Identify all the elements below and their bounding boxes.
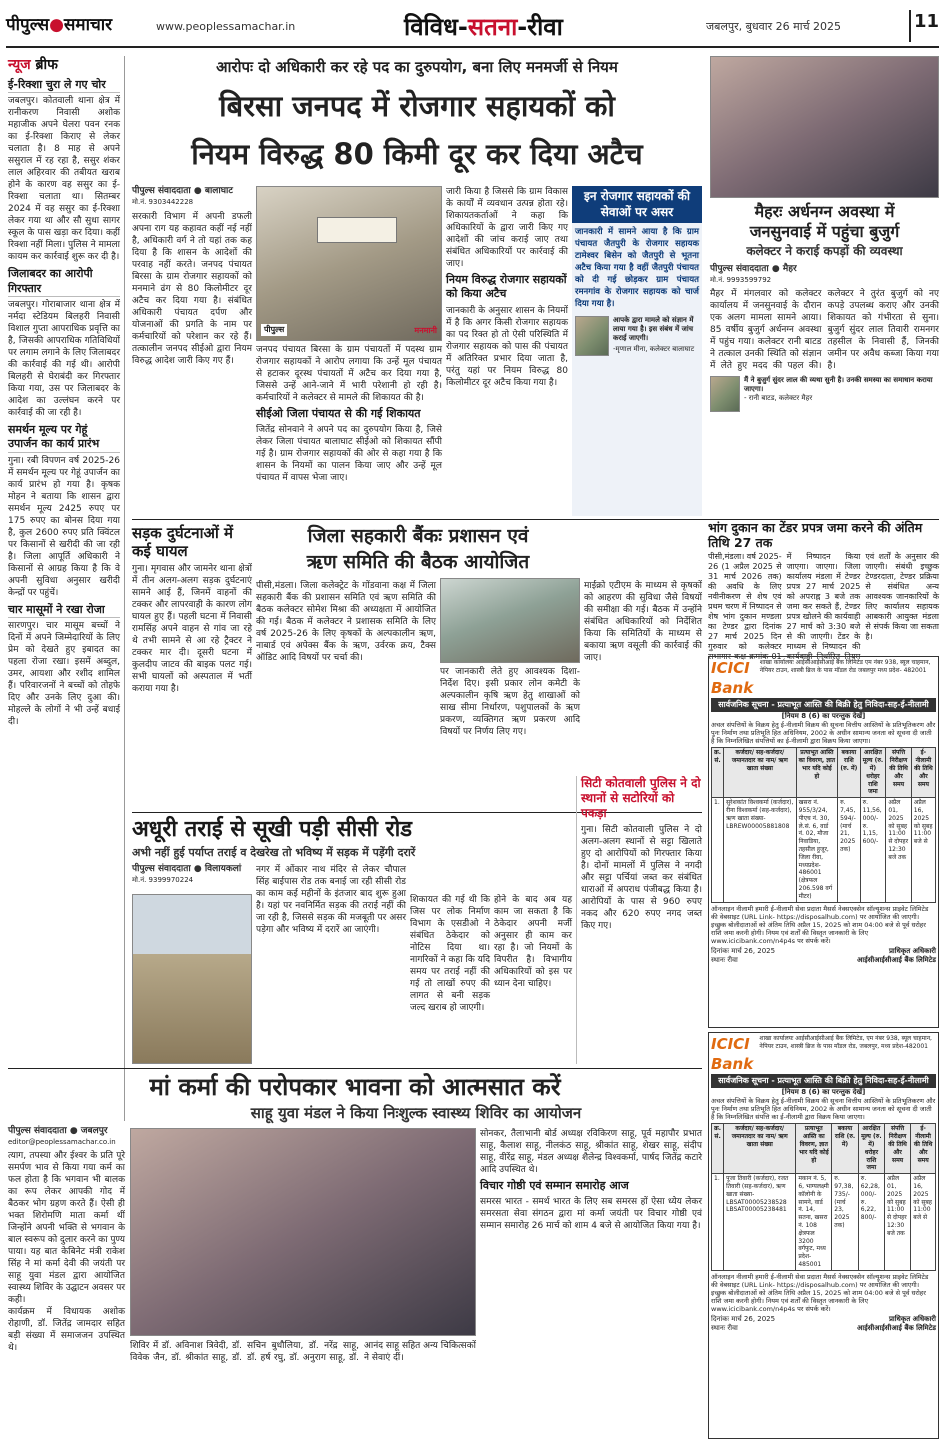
karma-email[interactable]: editor@peoplessamachar.co.in: [8, 1137, 116, 1146]
karma-subhead-2: विचार गोष्ठी एवं सम्मान समारोह आज: [480, 1179, 629, 1192]
brief-body: गुना। रबी विपणन वर्ष 2025-26 में समर्थन मूल्य पर गेहूं उपार्जन का कार्य प्रारंभ हो गया है। कृषक मोहन ने बताया कि शासन द्वारा समर्थन मूल्य 2425 रुपए पर 175 रुपए का बोनस दिया गया है, कुल 2600 रुपए प्रति क्विंटल पर किसानों से खरीदी की जा रही है। जिला आपूर्ति अधिकारी ने किसानों से आग्रह किया है कि वे अपनी सुविधा अनुसार खरीदी केन्द्रों पर पहुंचें।: [8, 455, 120, 598]
bank-body-2: पर जानकारी लेते हुए आवश्यक दिशा-निर्देश दिए। इसी प्रकार लोन कमेटी के अल्पकालीन कृषि ऋण हेतु शाखाओं को साख सीमा निर्धारण, पशुपालकों के ऋण प्रकरण, व्यक्तिगत ऋण प्रकरण आदि विषयों पर निर्णय लिए गए।: [440, 667, 580, 737]
notice-rule: [नियम 8 (6) का परन्तुक देखें]: [781, 1088, 866, 1097]
lead-quote-by: -मृणाल मीना, कलेक्टर बालाघाट: [613, 345, 695, 354]
brief-headline: ई-रिक्शा चुरा ले गए चोर: [8, 78, 120, 93]
road-byline: पीपुल्स संवाददाता ● विलायकलां: [132, 864, 242, 874]
section-title: [404, 12, 563, 43]
lead-sidebox: [572, 186, 702, 516]
brief-tag-b: ब्रीफ: [30, 57, 58, 73]
brief-body: जबलपुर। गोराबाजार थाना क्षेत्र में नर्मदा स्टेडियम बिलहरी निवासी विशाल गुप्ता आपराधिक प्रवृत्ति का है, जिसकी आपराधिक गतिविधियों पर लगाम लगाने के लिए जिलाबदर की कार्रवाई की गई थी। आरोपी बिलहरी से घेराबंदी कर गिरफ्तार किया गया, उस पर जिलाबदर के आदेश का उल्लंघन करने पर कार्रवाई की जा रही है।: [8, 300, 120, 419]
liquor-body-1: पीसी,मंडला। वर्ष 2025-26 (1 अप्रैल 2025 से 31 मार्च 2026 तक) की अवधि के लिए नवीनीकरण से शेष एवं प्रथम चरण में निष्पादन से शेष भांग दुकान मण्डला का टेण्डर द्वारा दिनांक 27 मार्च 2025 दिन गुरुवार को कलेक्टर सभागार कक्ष क्रमांक 01 में निष्पादन किया जाएगा।: [708, 552, 861, 661]
maihar-body: मैहर में मंगलवार को कलेक्टर कार्यालय में जनसुनवाई के दौरान एक अलग मामला सामने आया। 85 वर्षीय बुजुर्ग अर्धनग्न अवस्था में पहुंच गया। कलेक्टर रानी बाटड ने तत्काल उनकी स्थिति को संज्ञान में लेते हुए मदद की पहल की। कलेक्टर ने तुरंत बुजुर्ग को नए कपड़े उपलब्ध कराए और उनकी शिकायत को गंभीरता से सुना। बुजुर्ग सुंदर लाल तिवारी रामनगर तहसील के निवासी हैं, जिनकी जमीन पर अवैध कब्जा किया गया है।: [710, 288, 939, 371]
lead-quote: आपके द्वारा मामले को संज्ञान में लाया गया है। इस संबंध में जांच कराई जाएगी।: [613, 316, 694, 343]
table-cell: खसरा नं. 955/3/24, पीएच नं. 30, ले.सं. 6, वार्ड नं. 02, मौजा निवाडिया, तहसील हुजूर, जिला रीवा, मध्यप्रदेश- 486001 (क्षेत्रफल 206.598 वर्ग मीटर): [796, 798, 837, 902]
karma-subhead: साहू युवा मंडल ने किया निःशुल्क स्वास्थ्य शिविर का आयोजन: [250, 1104, 582, 1122]
issue-date: जबलपुर, बुधवार 26 मार्च 2025: [706, 20, 842, 33]
divider: [8, 1068, 702, 1069]
photo-tag: मनमानी: [414, 325, 437, 335]
table-header: संपत्ति निरीक्षण की तिथि और समय: [886, 748, 911, 798]
karma-caption-block: [130, 1340, 476, 1439]
liquor-body-block: [708, 552, 939, 661]
notice-place: स्थानः रीवा: [711, 1323, 738, 1332]
bank-body-block-3: [584, 580, 702, 770]
newspaper-logo: [6, 14, 112, 36]
news-brief-column: [8, 56, 125, 1121]
lead-column-2: [256, 344, 442, 516]
maihar-quote-by: - रानी बाटड, कलेक्टर मैहर: [744, 393, 813, 402]
road-body-block-2: [410, 894, 490, 1064]
lead-body-2: जनपद पंचायत बिरसा के ग्राम पंचायतों में पदस्थ ग्राम रोजगार सहायकों ने आरोप लगाया कि उन्हें मूल पंचायत से हटाकर दूरस्थ पंचायतों में अटैच कर दिया गया है, जिससे उन्हें आने-जाने में भारी परेशानी हो रही है। कर्मचारियों ने कलेक्टर से मामले की शिकायत की है।: [256, 345, 442, 403]
karma-body-1: त्याग, तपस्या और ईश्वर के प्रति पूरे समर्पण भाव से किया गया कर्म का फल होता है कि भगवान भी बालक का रूप लेकर आपकी गोद में बैठकर भोग ग्रहण करते हैं। ऐसी ही भक्त शिरोमणि माता कर्मा थीं जिन्होंने अपनी भक्ति से भगवान के बाल स्वरूप को दुलार करने का पुण्य पाया। यह बात केबिनेट मंत्री राकेश सिंह ने मां कर्मा देवी की जयंती पर साहू युवा मंडल द्वारा आयोजित स्वास्थ्य शिविर के उद्घाटन अवसर पर कही।: [8, 1150, 125, 1305]
notice-place: स्थानः रीवा: [711, 955, 738, 964]
bank-body-block-2: [440, 666, 580, 808]
bank-body-block-1: [256, 580, 436, 808]
table-cell: रु. 97,38, 735/- (मार्च 23, 2025 तक): [832, 1174, 859, 1271]
road-byline-block: [132, 864, 262, 885]
karma-event-photo: [130, 1128, 476, 1336]
lead-headline-line-1: बिरसा जनपद में रोजगार सहायकों को: [219, 89, 615, 123]
karma-headline: मां कर्मा की परोपकार भावना को आत्मसात करें: [149, 1073, 561, 1101]
maihar-photo: [710, 56, 939, 198]
lead-body-5: जानकारी के अनुसार शासन के नियमों में है कि अगर किसी रोजगार सहायक का पद रिक्त हो तो ऐसी परिस्थिति में रोजगार सहायक को पास की पंचायत में अतिरिक्त प्रभार दिया जाता है, परंतु यहां पर नियम विरुद्ध 80 किलोमीटर दूर अटैच किया गया है।: [446, 305, 568, 388]
karma-right-col: [480, 1128, 702, 1439]
road-body-2: शिकायत की गई थी कि जिस पर लोक निर्माण विभाग के एसडीओ ने संबंधित ठेकेदार को नोटिस दिया था। नागरिकों ने कहा कि यदि समय पर तराई नहीं की गई तो लाखों रुपए की लागत से बनी सड़क जल्द खराब हो जाएगी।: [410, 895, 490, 1013]
bank-body-3: माईक्रो एटीएम के माध्यम से कृषकों को आहरण की सुविधा जैसे विषयों की समीक्षा की गई। बैठक में उन्होंने संबंधित अधिकारियों को निर्देशित किया कि समितियों के माध्यम से बकाया ऋण वसूली की कार्रवाई की जाए।: [584, 581, 702, 663]
table-cell: 1.: [712, 798, 724, 902]
liquor-body-2: जाएगा। जिला कार्यालय मंडला में टेण्डर प्रपत्र 27 मार्च 2025 को अपराह्न 3 बजे तक जमा कर सकते हैं, टेण्डर प्रपत्र खोलने की कार्यवाही 27 मार्च को 3:30 बजे से की जाएगी। टेंडर के माध्यम से निष्पादन की कार्यवाही निर्धारित नियम एवं शर्तों के अनुसार की जाएगी।: [786, 552, 939, 661]
lead-box-headline: इन रोजगार सहायकों की सेवाओं पर असर: [572, 186, 702, 223]
maihar-byline: पीपुल्स संवाददाता ● मैहर: [710, 264, 797, 274]
brief-body: जबलपुर। कोतवाली थाना क्षेत्र में रानीकरण निवासी अशोक महाजीक अपने घेलरा पवन रनक का ई-रिक्शा किराए से लेकर चलाता है। 8 माह से अपने ससुराल में रह रहा है, ससुर शंकर लाल अहिरवार की तबीयत खराब होने के कारण वह ससुर का ई-रिक्शा चलाता था। सितम्बर 2024 में वह ससुर का ई-रिक्शा लेकर गया था और सौ सुधा सागर स्कूल के पास खड़ा कर दिया। कहीं रिक्शा नहीं मिला। पुलिस ने मामला कायम कर कार्रवाई शुरू कर दी है।: [8, 96, 120, 263]
brief-headline: जिलाबदर का आरोपी गिरफ्तार: [8, 267, 120, 297]
notice-intro: अचल संपत्तियों के विक्रय हेतु ई-नीलामी विक्रय की सूचना वित्तीय आस्तियों के प्रतिभूतिकरण और पुनः निर्माण तथा प्रतिभूति हित अधिनियम, 2002 के अधीन सामान्य जनता को सूचना दी जाती है कि निम्नलिखित संपत्तियों का ई-नीलामी द्वारा विक्रय किया जाएगा।: [711, 721, 936, 746]
table-header: बकाया राशि (रु. में): [832, 1124, 859, 1174]
road-headline: अधूरी तराई से सूखी पड़ी सीसी रोड: [132, 817, 413, 842]
road-subhead: अभी नहीं हुई पर्याप्त तराई व देखरेख तो भविष्य में सड़क में पड़ेंगी दरारें: [132, 846, 416, 859]
maihar-collector-portrait: [710, 376, 740, 412]
lead-byline: पीपुल्स संवाददाता ● बालाघाट: [132, 186, 233, 196]
lead-kicker: आरोपः दो अधिकारी कर रहे पद का दुरुपयोग, बना लिए मनमर्जी से नियम: [216, 58, 618, 76]
road-body-1: नगर में ओंकार नाथ मंदिर से लेकर चौपाल सिंह बाईपास रोड तक बनाई जा रही सीसी रोड का काम कई महीनों के इंतजार बाद शुरू हुआ है। यहां पर नवनिर्मित सड़क की तराई नहीं की जा रही है, जिससे सड़क की मजबूती पर असर पड़ेगा और भविष्य में दरारें आ जाएंगी।: [256, 865, 406, 935]
table-header: संपत्ति निरीक्षण की तिथि और समय: [884, 1124, 910, 1174]
table-header: प्रत्याभूत आस्ति का विवरण, ज्ञात भार यदि कोई हो: [796, 748, 837, 798]
brief-body: सारणपुर। चार मासूम बच्चों ने दिनों में अपने जिम्मेदारियों के लिए प्रेम को देखते हुए इबादत का पहला रोजा रखा। इसमें अब्दुल, उमर, आयशा और रशीद शामिल हैं। परिवारजनों ने बच्चों को तोहफे दिए और उनके लिए दुआ की। मोहल्ले के लोगों ने भी उन्हें बधाई दी।: [8, 620, 120, 727]
news-brief-tag: [8, 56, 120, 74]
maihar-quote-block: [710, 376, 939, 412]
bank-meeting-photo: [440, 578, 580, 663]
table-cell: पूजा तिवारी (कर्जदार), रजत तिवारी (सह-कर्जदार), ऋण खाता संख्या- LBSAT00005238528 LBSAT00005238481: [724, 1174, 796, 1271]
table-cell: अप्रैल 16, 2025 को सुबह 11:00 बजे से: [911, 1174, 936, 1271]
section-title-b: सतना: [467, 13, 518, 41]
photo-sign: पीपुल्स: [261, 324, 287, 336]
maihar-mobile: मो.नं. 9993599792: [710, 275, 772, 284]
police-story: [576, 776, 702, 1064]
lead-byline-block: [132, 186, 252, 516]
panchayat-office-photo: [256, 186, 442, 341]
lead-quote-block: [572, 313, 702, 359]
road-body-block-3: [494, 894, 572, 1064]
table-header: आरक्षित मूल्य (रु. में) धरोहर राशि जमा: [858, 1124, 884, 1174]
notice-office: शाखा कार्यालयः आईसीआईसीआई बैंक लिमिटेड एम नंबर 938, ब्यूल चाहमान, नेपियर टाउन, शास्त्री ब्रिज के पास मॉडल रोड जबलपुर मध्य प्रदेश- 482001: [759, 659, 931, 674]
lead-body-3: जितेंद्र सोनवाने ने अपने पद का दुरुपयोग किया है, जिसे लेकर जिला पंचायत बालाघाट सीईओ को शिकायत सौंपी गई है। ग्राम रोजगार सहायकों की ओर से कहा गया है कि शासन के नियमों का पालन किया जाए और उन्हें मूल पंचायत में वापस भेजा जाए।: [256, 425, 442, 484]
notice-table: [711, 747, 936, 902]
accident-story: [132, 524, 252, 808]
table-row: [712, 798, 936, 902]
table-cell: अप्रैल 01, 2025 को सुबह 11:00 से दोपहर 12:30 बजे तक: [886, 798, 911, 902]
notice-rule: [नियम 8 (6) का परन्तुक देखें]: [781, 712, 866, 721]
notice-sign: प्राधिकृत अधिकारी आईसीआईसीआई बैंक लिमिटेड: [857, 1314, 936, 1332]
notice-table: [711, 1123, 936, 1270]
maihar-headline-2: जनसुनवाई में पहुंचा बुजुर्ग: [749, 222, 900, 241]
table-cell: अप्रैल 16, 2025 को सुबह 11:00 बजे से: [911, 798, 935, 902]
table-cell: अप्रैल 01, 2025 को सुबह 11:00 से दोपहर 12:30 बजे तक: [884, 1174, 910, 1271]
notice-intro: अचल संपत्तियों के विक्रय हेतु ई-नीलामी विक्रय की सूचना वित्तीय आस्तियों के प्रतिभूतिकरण और पुनः निर्माण तथा प्रतिभूति हित अधिनियम, 2002 के अधीन सामान्य जनता को सूचना दी जाती है कि निम्नलिखित संपत्ति का ई-नीलामी द्वारा विक्रय किया जाएगा।: [711, 1097, 936, 1122]
table-header: ई-नीलामी की तिथि और समय: [911, 1124, 936, 1174]
maihar-quote: मैं ने बुजुर्ग सुंदर लाल की व्यथा सुनी है। उनकी समस्या का समाधान कराया जाएगा।: [744, 375, 933, 393]
karma-byline: पीपुल्स संवाददाता ● जबलपुर: [8, 1126, 108, 1136]
table-row: [712, 1174, 936, 1271]
table-header: क्र. सं.: [712, 748, 724, 798]
road-mobile: मो.नं. 9399970224: [132, 875, 194, 884]
table-cell: रु. 62,28, 000/- रु. 6,22, 800/-: [858, 1174, 884, 1271]
notice-office: शाखा कार्यालयः आईसीआईसीआई बैंक लिमिटेड, एम नंबर 938, ब्यूल चाहमान, नेपियर टाउन, शास्त्री ब्रिज के पास मॉडल रोड, जबलपुर, मध्य प्रदेश-482001: [759, 1035, 932, 1050]
table-header: ई-नीलामी की तिथि और समय: [911, 748, 935, 798]
section-title-c: -रीवा: [517, 13, 563, 41]
road-body-3: होने के बाद अब यह काम जा सकता है कि ठेकेदार अपनी मर्जी अनुसार ही काम कर रहा है। जो नियमों के विपरीत है। विभागीय अधिकारियों को इस पर ध्यान देना चाहिए।: [494, 895, 572, 989]
logo-dot: ●: [49, 15, 64, 35]
liquor-headline: भांग दुकान का टेंडर प्रपत्र जमा करने की अंतिम तिथि 27 तक: [708, 520, 923, 550]
police-body: गुना। सिटी कोतवाली पुलिस ने दो अलग-अलग स्थानों से सट्टा खिलाते हुए दो आरोपियों को गिरफ्तार किया है। दोनों मामलों में पुलिस ने नगदी और सट्टा पर्चियां जब्त कर संबंधित धाराओं में अपराध पंजीबद्ध किया है। आरोपियों के पास से 960 रुपए नकद और 620 रुपए नगद जब्त किए गए।: [581, 825, 702, 931]
lead-subhead: सीईओ जिला पंचायत से की गई शिकायत: [256, 407, 421, 420]
brief-tag-a: न्यूज: [8, 57, 31, 73]
road-photo: [132, 894, 252, 1064]
lead-subhead-2: नियम विरुद्ध रोजगार सहायकों को किया अटैच: [446, 273, 567, 301]
notice-title: सार्वजनिक सूचना - प्रत्याभूत आस्ति की बिक्री हेतु निविदा-सह-ई-नीलामी: [711, 698, 936, 712]
table-header: क्र. सं.: [712, 1124, 724, 1174]
bank-body-1: पीसी,मंडला। जिला कलेक्ट्रेट के गोंडवाना कक्ष में जिला सहकारी बैंक की प्रशासन समिति एवं ऋण समिति की बैठक कलेक्टर सोमेश मिश्रा की अध्यक्षता में आयोजित की गई। बैठक में कलेक्टर ने प्रशासक समिति के लिए वर्ष 2025-26 के लिए कृषकों के अल्पकालीन ऋण, नाबार्ड एवं अपेक्स बैंक के ऋण, उर्वरक क्रय, टैक्स ऑडिट आदि विषयों पर चर्चा की।: [256, 581, 436, 663]
table-header: आरक्षित मूल्य (रु. में) धरोहर राशि जमा: [860, 748, 886, 798]
karma-body-4: समरस भारत - समर्थ भारत के लिए सब समरस हों ऐसा ध्येय लेकर समरसता सेवा संगठन द्वारा मां कर्मा जयंती पर विचार गोष्ठी एवं सम्मान समारोह 26 मार्च को शाम 4 बजे से आयोजित किया गया है।: [480, 1197, 702, 1232]
lead-column-3: [446, 186, 568, 516]
website-url[interactable]: www.peoplessamachar.in: [156, 20, 296, 33]
notice-header: [711, 1035, 936, 1074]
bank-headline-1: जिला सहकारी बैंकः प्रशासन एवं: [307, 525, 529, 547]
brief-headline: समर्थन मूल्य पर गेहूं उपार्जन का कार्य प्रारंभ: [8, 423, 120, 453]
liquor-body: [708, 552, 939, 662]
maihar-headline-1: मैहरः अर्धनग्न अवस्था में: [754, 202, 895, 221]
page-number: 11: [909, 10, 939, 42]
icici-logo: ICICI Bank: [711, 1035, 754, 1073]
notice-header: [711, 659, 936, 698]
table-cell: 1.: [712, 1174, 724, 1271]
section-title-a: विविध-: [404, 13, 468, 41]
collector-portrait: [575, 316, 609, 356]
notice-body: ऑनलाइन नीलामी हमारी ई-नीलामी सेवा प्रदाता मैसर्स नेक्सएक्सेन सॉल्यूशन्स प्राइवेट लिमिटेड की वेबसाइट (URL Link- https://disposalhub.com) पर आयोजित की जाएगी। इच्छुक बोलीदाताओं को अंतिम तिथि अप्रैल 15, 2025 को शाम 04:00 बजे से पूर्व धरोहर राशि जमा करनी होगी। नियम एवं शर्तों की विस्तृत जानकारी के लिए www.icicibank.com/n4p4s पर संपर्क करें।: [711, 904, 929, 945]
table-cell: रु. 11,56, 000/- रु. 1,15, 600/-: [860, 798, 886, 902]
notice-sign: प्राधिकृत अधिकारी आईसीआईसीआई बैंक लिमिटेड: [857, 946, 936, 964]
maihar-subhead: कलेक्टर ने कराई कपड़ों की व्यवस्था: [746, 244, 903, 258]
table-header-row: [712, 1124, 936, 1174]
brief-headline: चार मासूमों ने रखा रोजा: [8, 603, 120, 618]
karma-body-2: कार्यक्रम में विधायक अशोक रोहाणी, डॉ. जितेंद्र जामदार सहित बड़ी संख्या में समाजजन उपस्थित थे।: [8, 1306, 125, 1353]
table-header: बकाया राशि (रु. में): [838, 748, 861, 798]
masthead: [6, 8, 939, 48]
accident-body: गुना। मृगवास और जामनेर थाना क्षेत्रों में तीन अलग-अलग सड़क दुर्घटनाएं सामने आई हैं, जिनमें वाहनों की टक्कर और लापरवाही के कारण लोग घायल हुए हैं। पहली घटना में निवासी रामसिंह अपने वाहन से गांव जा रहे थे तभी सामने से आ रहे ट्रैक्टर ने टक्कर मार दी। दूसरी घटना में कुलदीप जाटव की बाइक पलट गई। सभी घायलों को अस्पताल में भर्ती कराया गया है।: [132, 564, 252, 694]
notice-footer: [711, 947, 936, 965]
icici-notice-2: [708, 1032, 939, 1439]
karma-left-col: [8, 1126, 125, 1439]
table-header: प्रत्याभूत आस्ति का विवरण, ज्ञात भार यदि कोई हो: [796, 1124, 832, 1174]
notice-title: सार्वजनिक सूचना - प्रत्याभूत आस्ति की बिक्री हेतु निविदा-सह-ई-नीलामी: [711, 1074, 936, 1088]
notice-date: दिनांकः मार्च 26, 2025: [711, 1314, 776, 1323]
notice-footer: [711, 1315, 936, 1333]
lead-mobile: मो.नं. 9303442228: [132, 197, 194, 206]
logo-text-a: पीपुल्स: [6, 15, 50, 35]
icici-notice-1: [708, 656, 939, 1028]
table-header: कर्जदार/ सह-कर्जदार/ जमानतदार का नाम/ ऋण खाता संख्या: [724, 748, 797, 798]
logo-text-b: समाचार: [63, 15, 113, 35]
table-cell: मकान नं. 5, 6, भाग्यलक्ष्मी कॉलोनी के सामने, वार्ड नं. 14, सतना, खसरा नं. 108 क्षेत्रफल 3200 वर्गफुट, मध्य प्रदेश- 485001: [796, 1174, 832, 1271]
police-headline: सिटी कोतवाली पुलिस ने दो स्थानों से सटोरियों को पकड़ा: [581, 776, 701, 820]
lead-body-1: सरकारी विभाग में अपनी डफली अपना राग यह कहावत कहीं नई नहीं है, अधिकारी वर्ग ने तो यहां तक कह दिया है कि शासन के आदेशों की परवाह नहीं करते। जनपद पंचायत बिरसा के ग्राम रोजगार सहायकों को मनमाने ढंग से 80 किलोमीटर दूर अटैच कर दिया गया है। संबंधित अधिकारी पंचायत दर्पण और योजनाओं की प्रगति के नाम पर कर्मचारियों को परेशान कर रहे हैं। तत्कालीन जनपद सीईओ द्वारा नियम विरुद्ध आदेश जारी किए गए हैं।: [132, 211, 252, 366]
lead-body-4: जारी किया है जिससे कि ग्राम विकास के कार्यों में व्यवधान उत्पन्न होता रहे। शिकायतकर्ताओं ने कहा कि अधिकारियों के द्वारा जारी किए गए आदेशों की जांच कराई जाए तथा संबंधित अधिकारियों पर कार्रवाई की जाए।: [446, 187, 568, 269]
accident-headline: सड़क दुर्घटनाओं में कई घायल: [132, 524, 234, 560]
maihar-body-block: [710, 264, 939, 516]
karma-body-3: सोनकर, तैलाभानी बोर्ड अध्यक्ष रविकिरण साहू, पूर्व महापौर प्रभात साहू, कैलाश साहू, नीलकंठ साहू, श्रीकांत साहू, शेखर साहू, संदीप साहू, वीरेंद्र साहू, मंडल अध्यक्ष शैलेन्द्र विश्वकर्मा, पार्षद जितेंद्र कटारे आदि उपस्थित थे।: [480, 1129, 702, 1175]
table-cell: सुरेशकांत विश्वकर्मा (कर्जदार), रीना विश्वकर्मा (सह-कर्जदार), ऋण खाता संख्या- LBREW00005881808: [724, 798, 797, 902]
table-header: कर्जदार/ सह-कर्जदार/ जमानतदार का नाम/ ऋण खाता संख्या: [724, 1124, 796, 1174]
karma-caption: शिविर में डॉ. अविनाश त्रिवेदी, डॉ. विवेक जैन, डॉ. श्रीकांत साहू, डॉ. सचिन बुधौलिया, डॉ. नरेंद्र साहू, डॉ. हर्ष रघु, डॉ. अनुराग साहू, डॉ. आनंद साहू सहित अन्य चिकित्सकों ने सेवाएं दीं।: [130, 1341, 476, 1363]
bank-headline-2: ऋण समिति की बैठक आयोजित: [306, 551, 530, 573]
lead-box-body: जानकारी में सामने आया है कि ग्राम पंचायत जैतपुरी के रोजगार सहायक टामेश्वर बिसेन को जैतपुरी से भूतना अटैच किया गया है वहीं जैतपुरी पंचायत को दी गई छोड़कर ग्राम पंचायत रमनगांव के रोजगार सहायक को चार्ज दिया गया है।: [575, 227, 699, 310]
notice-body: ऑनलाइन नीलामी हमारी ई-नीलामी सेवा प्रदाता मैसर्स नेक्सएक्सेन सॉल्यूशन्स प्राइवेट लिमिटेड की वेबसाइट (URL Link- https://disposalhub.com) पर आयोजित की जाएगी। इच्छुक बोलीदाताओं को अंतिम तिथि अप्रैल 15, 2025 को शाम 04:00 बजे से पूर्व धरोहर राशि जमा करनी होगी। नियम एवं शर्तों की विस्तृत जानकारी के लिए www.icicibank.com/n4p4s पर संपर्क करें।: [711, 1272, 929, 1313]
notice-date: दिनांकः मार्च 26, 2025: [711, 946, 776, 955]
table-cell: रु. 7,45, 594/- (मार्च 21, 2025 तक): [838, 798, 861, 902]
liquor-body-3: संबंधी इच्छुक टेण्डरदाता, टेण्डर प्रक्रिया से संबंधित अन्य आवश्यक जानकारियों के लिए कार्यालय सहायक आबकारी आयुक्त मंडला से संपर्क किया जा सकता है।: [865, 562, 939, 641]
table-header-row: [712, 748, 936, 798]
icici-logo: ICICI Bank: [711, 659, 754, 697]
lead-headline-line-2: नियम विरुद्ध 80 किमी दूर कर दिया अटैच: [191, 137, 643, 171]
road-body-block-1: [256, 864, 406, 1064]
